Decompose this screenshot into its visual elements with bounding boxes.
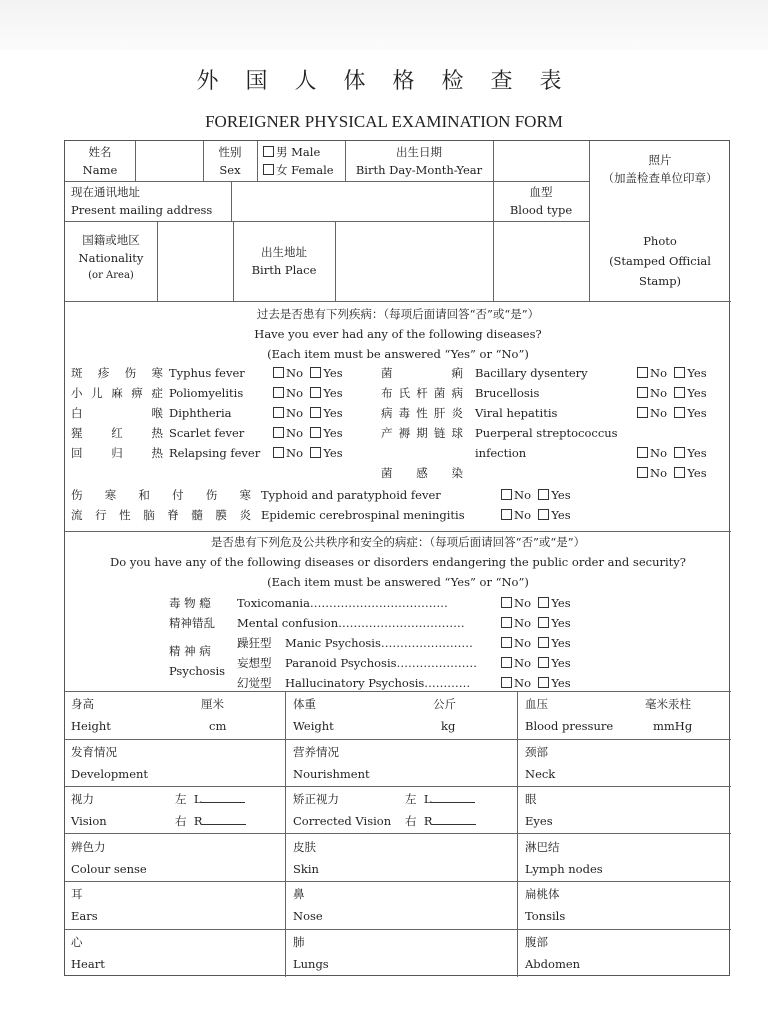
sex-label: 性别 Sex — [218, 145, 242, 177]
dev-label-cn: 发育情况 — [71, 744, 117, 759]
exam-bp[interactable] — [525, 693, 725, 737]
no-label: No — [650, 406, 667, 420]
exam-nose[interactable] — [293, 883, 493, 927]
disease-right-0-yes-no — [637, 363, 707, 383]
no-checkbox[interactable] — [501, 657, 512, 668]
no-label: No — [650, 446, 667, 460]
disease-en: Bacillary dysentery — [475, 366, 588, 380]
male-checkbox[interactable] — [263, 146, 274, 157]
no-checkbox[interactable] — [501, 677, 512, 688]
weight-label-en: Weight — [293, 719, 334, 733]
skin-label-cn: 皮肤 — [293, 839, 316, 854]
disease-left-0-yes-no — [273, 363, 343, 383]
disease-en: Scarlet fever — [169, 426, 245, 440]
heart-label-en: Heart — [71, 956, 105, 971]
disease-cn: 回 归 热 — [71, 446, 163, 460]
no-checkbox[interactable] — [637, 367, 648, 378]
yes-checkbox[interactable] — [538, 597, 549, 608]
no-checkbox[interactable] — [637, 447, 648, 458]
yes-label: Yes — [323, 446, 343, 460]
kg-unit-en: kg — [441, 719, 456, 733]
yes-label: Yes — [687, 406, 707, 420]
no-checkbox[interactable] — [273, 387, 284, 398]
mental-yes-no — [501, 613, 571, 633]
disease-cn: 菌 感 染 — [381, 466, 463, 480]
exam-colour[interactable] — [71, 836, 271, 880]
yes-checkbox[interactable] — [310, 407, 321, 418]
yes-checkbox[interactable] — [674, 447, 685, 458]
no-label: No — [650, 386, 667, 400]
address-field[interactable] — [231, 181, 493, 221]
no-checkbox[interactable] — [273, 447, 284, 458]
nose-label-cn: 鼻 — [293, 887, 305, 901]
no-checkbox[interactable] — [637, 407, 648, 418]
yes-checkbox[interactable] — [310, 387, 321, 398]
no-label: No — [286, 366, 303, 380]
neck-label-cn: 颈部 — [525, 744, 548, 759]
yes-checkbox[interactable] — [538, 677, 549, 688]
yes-checkbox[interactable] — [538, 637, 549, 648]
exam-lymph[interactable] — [525, 836, 725, 880]
exam-abd[interactable] — [525, 931, 725, 975]
exam-lungs[interactable] — [293, 931, 493, 975]
section1-header: 过去是否患有下列疾病：（每项后面请回答“否”或“是”） Have you ever had any of the following diseases? (Each item must be answered “Yes” or “No”) — [254, 307, 542, 361]
no-checkbox[interactable] — [273, 427, 284, 438]
disease-cn: 病 毒 性 肝 炎 — [381, 406, 463, 420]
eyes-label-cn: 眼 — [525, 792, 537, 806]
nour-label-cn: 营养情况 — [293, 744, 339, 759]
disease-en: Typhus fever — [169, 366, 245, 380]
disease-cn: 猩 红 热 — [71, 426, 163, 440]
no-checkbox[interactable] — [501, 637, 512, 648]
scan-header-noise — [0, 0, 768, 50]
height-label-en: Height — [71, 719, 111, 733]
para-yes-no — [501, 653, 571, 673]
sex-options — [263, 143, 347, 179]
disease-left-4-yes-no — [273, 443, 343, 463]
disease-left-3-yes-no — [273, 423, 343, 443]
para-en: Paranoid Psychosis………………… — [285, 656, 478, 670]
disease-en: Brucellosis — [475, 386, 540, 400]
disease-cn: 布 氏 杆 菌 病 — [381, 386, 463, 400]
nationality-label: 国籍或地区 Nationality (or Area) — [78, 233, 144, 281]
exam-weight[interactable] — [293, 693, 493, 737]
vision-label-cn: 视力 — [71, 792, 94, 806]
name-label: 姓名 Name — [82, 145, 118, 177]
cvision-label-en: Corrected Vision — [293, 814, 392, 828]
disease-left-2-yes-no — [273, 403, 343, 423]
colour-label-cn: 辨色力 — [71, 839, 106, 854]
no-checkbox[interactable] — [501, 489, 512, 500]
no-checkbox[interactable] — [273, 367, 284, 378]
yes-label: Yes — [687, 366, 707, 380]
yes-checkbox[interactable] — [310, 447, 321, 458]
name-field[interactable] — [135, 141, 203, 181]
disease-en: Diphtheria — [169, 406, 232, 420]
tonsils-label-en: Tonsils — [525, 909, 566, 923]
no-checkbox[interactable] — [637, 387, 648, 398]
blood-type-label: 血型 Blood type — [509, 185, 573, 217]
no-label: No — [650, 366, 667, 380]
height-label-cn: 身高 — [71, 697, 94, 711]
no-label: No — [286, 386, 303, 400]
yes-label: Yes — [687, 446, 707, 460]
lungs-label-en: Lungs — [293, 956, 329, 971]
colour-label-en: Colour sense — [71, 861, 147, 876]
yes-label: Yes — [323, 366, 343, 380]
cvision-label-cn: 矫正视力 — [293, 792, 339, 806]
vision-right-cvision: 右 R — [405, 810, 476, 832]
no-checkbox[interactable] — [637, 467, 648, 478]
yes-label: Yes — [551, 656, 571, 670]
lymph-label-en: Lymph nodes — [525, 861, 603, 876]
vision-left-cvision: 左 L — [405, 788, 475, 810]
cm-unit-cn: 厘米 — [201, 697, 224, 711]
vision-left-vision: 左 L — [175, 788, 245, 810]
yes-checkbox[interactable] — [538, 657, 549, 668]
weight-label-cn: 体重 — [293, 697, 316, 711]
mental-en: Mental confusion…………………………… — [237, 616, 465, 630]
disease-en: infection — [475, 446, 527, 460]
exam-height[interactable] — [71, 693, 271, 737]
manic-en: Manic Psychosis…………………… — [285, 636, 473, 650]
disease-right-4-yes-no — [637, 443, 707, 463]
bp-label-en: Blood pressure — [525, 719, 614, 733]
photo-title: 照片 （加盖检查单位印章） — [602, 153, 718, 185]
yes-checkbox[interactable] — [538, 617, 549, 628]
no-label: No — [514, 656, 531, 670]
yes-label: Yes — [551, 676, 571, 690]
yes-checkbox[interactable] — [674, 467, 685, 478]
no-label: No — [514, 488, 531, 502]
mental-cn: 精神错乱 — [169, 616, 215, 630]
manic-yes-no — [501, 633, 571, 653]
no-label: No — [286, 406, 303, 420]
exam-dev[interactable] — [71, 741, 271, 785]
disease-en: Puerperal streptococcus — [475, 426, 618, 440]
birthdate-field[interactable] — [493, 141, 589, 181]
vision-label-en: Vision — [71, 814, 107, 828]
yes-label: Yes — [323, 386, 343, 400]
disease-wide-0-yes-no — [501, 485, 571, 505]
no-checkbox[interactable] — [501, 597, 512, 608]
no-label: No — [514, 676, 531, 690]
exam-eyes[interactable] — [525, 788, 725, 832]
no-checkbox[interactable] — [273, 407, 284, 418]
ears-label-en: Ears — [71, 909, 98, 923]
vision-right-vision: 右 R — [175, 810, 246, 832]
no-label: No — [514, 508, 531, 522]
sex-female-option[interactable]: 女 Female — [263, 161, 347, 179]
manic-cn: 躁狂型 — [237, 636, 272, 650]
exam-tonsils[interactable] — [525, 883, 725, 927]
yes-checkbox[interactable] — [674, 367, 685, 378]
yes-label: Yes — [323, 426, 343, 440]
kg-unit-cn: 公斤 — [433, 697, 456, 711]
yes-label: Yes — [323, 406, 343, 420]
lymph-label-cn: 淋巴结 — [525, 839, 560, 854]
yes-label: Yes — [551, 488, 571, 502]
disease-en: Epidemic cerebrospinal meningitis — [261, 508, 465, 522]
heart-label-cn: 心 — [71, 934, 83, 949]
no-label: No — [286, 426, 303, 440]
birthplace-label: 出生地址 Birth Place — [251, 245, 317, 277]
yes-checkbox[interactable] — [310, 367, 321, 378]
yes-label: Yes — [551, 596, 571, 610]
examination-form — [64, 140, 730, 976]
no-label: No — [650, 466, 667, 480]
disease-cn: 小 儿 麻 痹 症 — [71, 386, 163, 400]
skin-label-en: Skin — [293, 861, 319, 876]
yes-checkbox[interactable] — [674, 387, 685, 398]
disease-cn: 白 喉 — [71, 406, 163, 420]
bp-label-cn: 血压 — [525, 697, 548, 711]
photo-box: Photo (Stamped Official Stamp) — [609, 234, 711, 288]
yes-label: Yes — [551, 508, 571, 522]
female-checkbox[interactable] — [263, 164, 274, 175]
disease-cn: 产 褥 期 链 球 — [381, 426, 463, 440]
exam-neck[interactable] — [525, 741, 725, 785]
disease-right-1-yes-no — [637, 383, 707, 403]
yes-label: Yes — [551, 636, 571, 650]
address-label: 现在通讯地址 Present mailing address — [71, 185, 213, 217]
yes-label: Yes — [551, 616, 571, 630]
ears-label-cn: 耳 — [71, 887, 83, 901]
cm-unit-en: cm — [209, 719, 227, 733]
disease-left-1-yes-no — [273, 383, 343, 403]
disease-en: Viral hepatitis — [475, 406, 558, 420]
abd-label-en: Abdomen — [525, 956, 581, 971]
dev-label-en: Development — [71, 766, 149, 781]
disease-right-5-yes-no — [637, 463, 707, 483]
toxicomania-yes-no — [501, 593, 571, 613]
no-label: No — [286, 446, 303, 460]
nose-label-en: Nose — [293, 909, 323, 923]
section2-header: 是否患有下列危及公共秩序和安全的病症：（每项后面请回答“否”或“是”） Do you have any of the following diseases or disorders endangering the public order and security? (Each item must be answered “Yes” or “No”) — [110, 535, 686, 589]
title-english: FOREIGNER PHYSICAL EXAMINATION FORM — [205, 112, 563, 131]
nour-label-en: Nourishment — [293, 766, 370, 781]
disease-right-2-yes-no — [637, 403, 707, 423]
hall-cn: 幻觉型 — [237, 676, 272, 690]
yes-label: Yes — [687, 386, 707, 400]
nationality-field[interactable] — [157, 221, 233, 301]
yes-checkbox[interactable] — [538, 509, 549, 520]
toxicomania-cn: 毒 物 瘾 — [169, 596, 211, 610]
exam-ears[interactable] — [71, 883, 271, 927]
disease-cn: 斑 疹 伤 寒 — [71, 366, 163, 380]
exam-heart[interactable] — [71, 931, 271, 975]
yes-checkbox[interactable] — [674, 407, 685, 418]
toxicomania-en: Toxicomania……………………………… — [237, 596, 448, 610]
disease-en: Typhoid and paratyphoid fever — [261, 488, 441, 502]
yes-label: Yes — [687, 466, 707, 480]
mmhg-unit-cn: 毫米汞柱 — [645, 697, 691, 711]
disease-wide-1-yes-no — [501, 505, 571, 525]
hall-yes-no — [501, 673, 571, 693]
tonsils-label-cn: 扁桃体 — [525, 887, 560, 901]
birthdate-label: 出生日期 Birth Day-Month-Year — [355, 145, 483, 177]
psychosis-en: Psychosis — [169, 664, 226, 678]
sex-male-option[interactable]: 男 Male — [263, 143, 347, 161]
para-cn: 妄想型 — [237, 656, 272, 670]
yes-checkbox[interactable] — [310, 427, 321, 438]
abd-label-cn: 腹部 — [525, 934, 548, 949]
no-label: No — [514, 616, 531, 630]
no-checkbox[interactable] — [501, 617, 512, 628]
disease-cn: 流 行 性 脑 脊 髓 膜 炎 — [71, 508, 251, 522]
exam-nour[interactable] — [293, 741, 493, 785]
lungs-label-cn: 肺 — [293, 934, 305, 949]
eyes-label-en: Eyes — [525, 814, 553, 828]
no-checkbox[interactable] — [501, 509, 512, 520]
neck-label-en: Neck — [525, 766, 556, 781]
birthplace-field[interactable] — [335, 221, 589, 301]
disease-cn: 伤 寒 和 付 伤 寒 — [71, 488, 251, 502]
hall-en: Hallucinatory Psychosis………… — [285, 676, 471, 690]
mmhg-unit-en: mmHg — [653, 719, 693, 733]
exam-skin[interactable] — [293, 836, 493, 880]
no-label: No — [514, 596, 531, 610]
disease-en: Poliomyelitis — [169, 386, 244, 400]
disease-cn: 菌 痢 — [381, 366, 463, 380]
disease-en: Relapsing fever — [169, 446, 261, 460]
no-label: No — [514, 636, 531, 650]
title-chinese: 外 国 人 体 格 检 查 表 — [196, 69, 572, 94]
psychosis-cn: 精 神 病 — [169, 644, 211, 658]
yes-checkbox[interactable] — [538, 489, 549, 500]
